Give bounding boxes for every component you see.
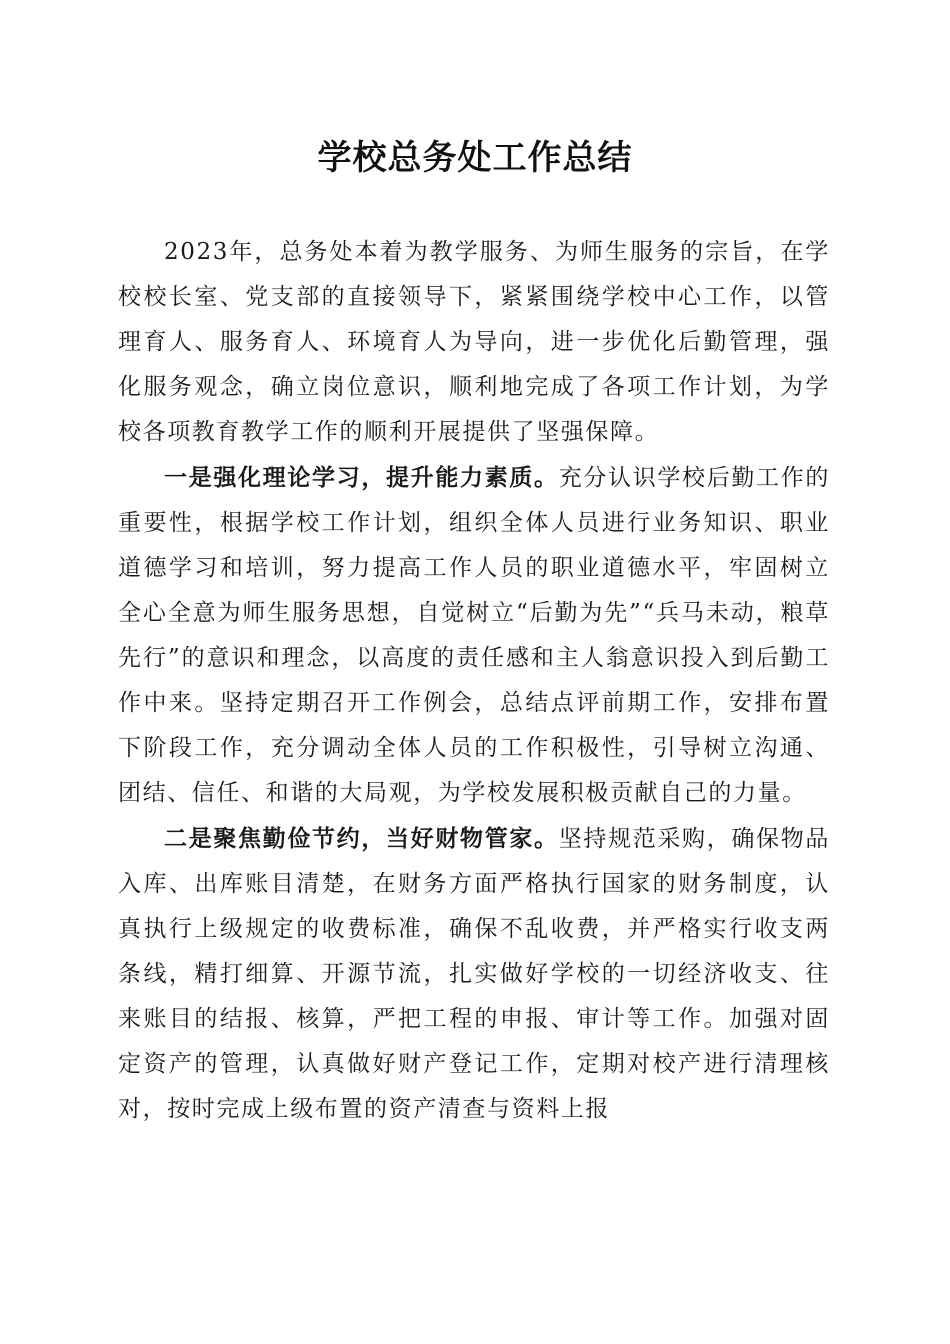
- paragraph-text: 坚持规范采购，确保物品入库、出库账目清楚，在财务方面严格执行国家的财务制度，认真执行上级规定的收费标准，确保不乱收费，并严格实行收支两条线，精打细算、开源节流，扎实做好学校的一切经济收支、往来账目的结报、核算，严把工程的申报、审计等工作。加强对固定资产的管理，认真做好财产登记工作，定期对校产进行清理核对，按时完成上级布置的资产清查与资料上报: [118, 826, 830, 1122]
- paragraph-text: 2023年，总务处本着为教学服务、为师生服务的宗旨，在学校校长室、党支部的直接领导下，紧紧围绕学校中心工作，以管理育人、服务育人、环境育人为导向，进一步优化后勤管理，强化服务观念，确立岗位意识，顺利地完成了各项工作计划，为学校各项教育教学工作的顺利开展提供了坚强保障。: [118, 239, 830, 445]
- paragraph-thrift: [118, 816, 830, 1132]
- paragraph-lead: 一是强化理论学习，提升能力素质。: [164, 464, 559, 491]
- paragraph-intro: [118, 230, 830, 455]
- paragraph-lead: 二是聚焦勤俭节约，当好财物管家。: [164, 825, 559, 852]
- document-title: 学校总务处工作总结: [317, 138, 633, 178]
- paragraph-theory-study: [118, 455, 830, 816]
- paragraph-text: 充分认识学校后勤工作的重要性，根据学校工作计划，组织全体人员进行业务知识、职业道德学习和培训，努力提高工作人员的职业道德水平，牢固树立全心全意为师生服务思想，自觉树立“后勤为先”“兵马未动，粮草先行”的意识和理念，以高度的责任感和主人翁意识投入到后勤工作中来。坚持定期召开工作例会，总结点评前期工作，安排布置下阶段工作，充分调动全体人员的工作积极性，引导树立沟通、团结、信任、和谐的大局观，为学校发展积极贡献自己的力量。: [118, 465, 830, 806]
- document-body: [118, 230, 830, 1132]
